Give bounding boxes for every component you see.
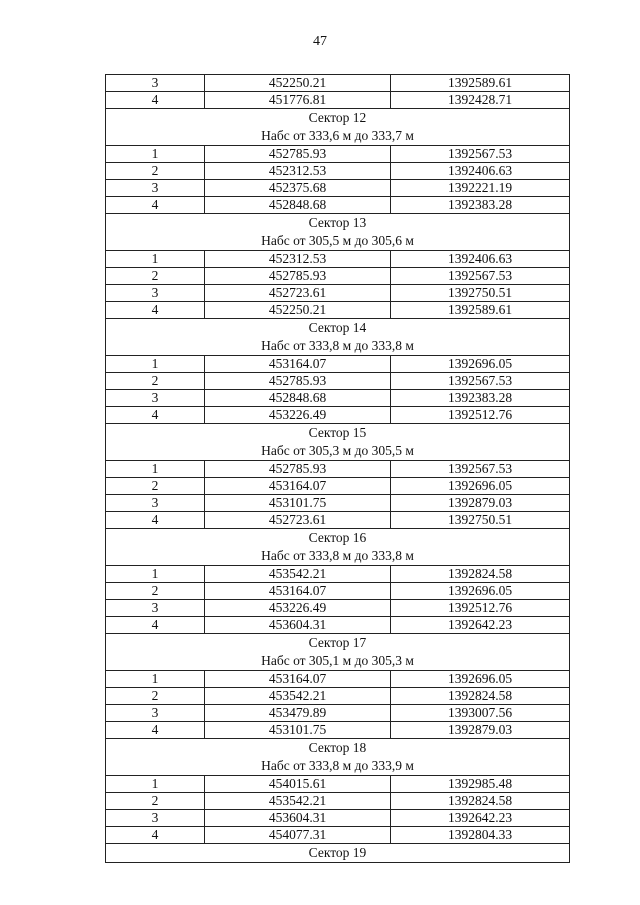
sector-elevation-range: Набс от 333,8 м до 333,8 м — [261, 548, 414, 563]
sector-header-row — [106, 109, 570, 146]
sector-header-row — [106, 739, 570, 776]
y-coordinate-cell: 1392642.23 — [391, 810, 570, 827]
y-coordinate-cell: 1392642.23 — [391, 617, 570, 634]
coordinates-table-body — [106, 75, 570, 863]
x-coordinate-cell: 453604.31 — [205, 810, 391, 827]
sector-header-row — [106, 214, 570, 251]
y-coordinate-cell: 1392750.51 — [391, 512, 570, 529]
x-coordinate-cell: 452723.61 — [205, 512, 391, 529]
point-number-cell: 3 — [106, 75, 205, 92]
y-coordinate-cell: 1392567.53 — [391, 146, 570, 163]
x-coordinate-cell: 452375.68 — [205, 180, 391, 197]
point-number-cell: 3 — [106, 600, 205, 617]
x-coordinate-cell: 452312.53 — [205, 251, 391, 268]
table-row — [106, 722, 570, 739]
sector-elevation-range: Набс от 305,1 м до 305,3 м — [261, 653, 414, 668]
sector-header-cell — [106, 319, 570, 356]
x-coordinate-cell: 453542.21 — [205, 566, 391, 583]
table-row — [106, 495, 570, 512]
point-number-cell: 4 — [106, 722, 205, 739]
x-coordinate-cell: 454015.61 — [205, 776, 391, 793]
y-coordinate-cell: 1392879.03 — [391, 495, 570, 512]
table-row — [106, 268, 570, 285]
x-coordinate-cell: 453101.75 — [205, 495, 391, 512]
sector-header-cell — [106, 424, 570, 461]
sector-header-row — [106, 424, 570, 461]
table-row — [106, 793, 570, 810]
y-coordinate-cell: 1392512.76 — [391, 407, 570, 424]
point-number-cell: 2 — [106, 373, 205, 390]
sector-title: Сектор 17 — [308, 635, 367, 650]
sector-title: Сектор 12 — [308, 110, 367, 125]
y-coordinate-cell: 1392696.05 — [391, 356, 570, 373]
sector-header-cell — [106, 739, 570, 776]
sector-elevation-range: Набс от 333,8 м до 333,8 м — [261, 338, 414, 353]
x-coordinate-cell: 453479.89 — [205, 705, 391, 722]
x-coordinate-cell: 452723.61 — [205, 285, 391, 302]
point-number-cell: 4 — [106, 512, 205, 529]
table-row — [106, 776, 570, 793]
table-row — [106, 688, 570, 705]
point-number-cell: 2 — [106, 163, 205, 180]
point-number-cell: 3 — [106, 285, 205, 302]
y-coordinate-cell: 1392824.58 — [391, 688, 570, 705]
y-coordinate-cell: 1392696.05 — [391, 478, 570, 495]
table-row — [106, 180, 570, 197]
sector-elevation-range: Набс от 305,5 м до 305,6 м — [261, 233, 414, 248]
sector-title: Сектор 18 — [308, 740, 367, 755]
table-row — [106, 461, 570, 478]
y-coordinate-cell: 1392696.05 — [391, 671, 570, 688]
sector-header-row — [106, 844, 570, 863]
y-coordinate-cell: 1392567.53 — [391, 268, 570, 285]
y-coordinate-cell: 1392589.61 — [391, 302, 570, 319]
point-number-cell: 1 — [106, 776, 205, 793]
y-coordinate-cell: 1392824.58 — [391, 793, 570, 810]
x-coordinate-cell: 452785.93 — [205, 146, 391, 163]
y-coordinate-cell: 1392567.53 — [391, 373, 570, 390]
sector-elevation-range: Набс от 305,3 м до 305,5 м — [261, 443, 414, 458]
x-coordinate-cell: 452250.21 — [205, 302, 391, 319]
table-row — [106, 302, 570, 319]
table-row — [106, 617, 570, 634]
y-coordinate-cell: 1392512.76 — [391, 600, 570, 617]
y-coordinate-cell: 1392428.71 — [391, 92, 570, 109]
table-row — [106, 583, 570, 600]
table-row — [106, 566, 570, 583]
table-row — [106, 390, 570, 407]
sector-header-cell — [106, 214, 570, 251]
y-coordinate-cell: 1392804.33 — [391, 827, 570, 844]
point-number-cell: 4 — [106, 92, 205, 109]
y-coordinate-cell: 1392824.58 — [391, 566, 570, 583]
point-number-cell: 1 — [106, 146, 205, 163]
y-coordinate-cell: 1392406.63 — [391, 251, 570, 268]
point-number-cell: 4 — [106, 197, 205, 214]
x-coordinate-cell: 453226.49 — [205, 407, 391, 424]
sector-header-cell — [106, 109, 570, 146]
point-number-cell: 1 — [106, 671, 205, 688]
y-coordinate-cell: 1392985.48 — [391, 776, 570, 793]
table-row — [106, 285, 570, 302]
table-row — [106, 92, 570, 109]
x-coordinate-cell: 452848.68 — [205, 390, 391, 407]
x-coordinate-cell: 453164.07 — [205, 671, 391, 688]
coordinates-table — [105, 74, 570, 863]
table-row — [106, 251, 570, 268]
x-coordinate-cell: 452785.93 — [205, 373, 391, 390]
sector-header-row — [106, 529, 570, 566]
y-coordinate-cell: 1392879.03 — [391, 722, 570, 739]
table-row — [106, 705, 570, 722]
sector-header-row — [106, 634, 570, 671]
sector-title: Сектор 13 — [308, 215, 367, 230]
table-row — [106, 146, 570, 163]
x-coordinate-cell: 453604.31 — [205, 617, 391, 634]
table-row — [106, 810, 570, 827]
y-coordinate-cell: 1392589.61 — [391, 75, 570, 92]
y-coordinate-cell: 1392750.51 — [391, 285, 570, 302]
sector-title: Сектор 16 — [308, 530, 367, 545]
sector-header-cell — [106, 634, 570, 671]
point-number-cell: 2 — [106, 583, 205, 600]
x-coordinate-cell: 452312.53 — [205, 163, 391, 180]
x-coordinate-cell: 451776.81 — [205, 92, 391, 109]
point-number-cell: 3 — [106, 705, 205, 722]
sector-elevation-range: Набс от 333,6 м до 333,7 м — [261, 128, 414, 143]
table-row — [106, 373, 570, 390]
sector-header-cell — [106, 844, 570, 863]
sector-header-row — [106, 319, 570, 356]
x-coordinate-cell: 452785.93 — [205, 268, 391, 285]
page-number: 47 — [313, 34, 327, 49]
point-number-cell: 1 — [106, 461, 205, 478]
x-coordinate-cell: 453542.21 — [205, 688, 391, 705]
y-coordinate-cell: 1393007.56 — [391, 705, 570, 722]
table-row — [106, 197, 570, 214]
point-number-cell: 3 — [106, 180, 205, 197]
y-coordinate-cell: 1392696.05 — [391, 583, 570, 600]
sector-header-cell — [106, 529, 570, 566]
x-coordinate-cell: 453226.49 — [205, 600, 391, 617]
x-coordinate-cell: 453164.07 — [205, 478, 391, 495]
x-coordinate-cell: 453164.07 — [205, 356, 391, 373]
sector-title: Сектор 15 — [308, 425, 367, 440]
point-number-cell: 3 — [106, 810, 205, 827]
point-number-cell: 2 — [106, 688, 205, 705]
point-number-cell: 2 — [106, 268, 205, 285]
table-row — [106, 356, 570, 373]
table-row — [106, 75, 570, 92]
point-number-cell: 4 — [106, 407, 205, 424]
table-row — [106, 671, 570, 688]
table-row — [106, 163, 570, 180]
y-coordinate-cell: 1392406.63 — [391, 163, 570, 180]
table-row — [106, 407, 570, 424]
sector-title: Сектор 19 — [308, 845, 367, 860]
point-number-cell: 4 — [106, 302, 205, 319]
x-coordinate-cell: 452848.68 — [205, 197, 391, 214]
point-number-cell: 1 — [106, 566, 205, 583]
x-coordinate-cell: 453164.07 — [205, 583, 391, 600]
point-number-cell: 4 — [106, 617, 205, 634]
point-number-cell: 3 — [106, 495, 205, 512]
x-coordinate-cell: 454077.31 — [205, 827, 391, 844]
x-coordinate-cell: 453542.21 — [205, 793, 391, 810]
table-row — [106, 827, 570, 844]
point-number-cell: 4 — [106, 827, 205, 844]
point-number-cell: 2 — [106, 793, 205, 810]
y-coordinate-cell: 1392567.53 — [391, 461, 570, 478]
point-number-cell: 1 — [106, 251, 205, 268]
y-coordinate-cell: 1392383.28 — [391, 197, 570, 214]
point-number-cell: 2 — [106, 478, 205, 495]
y-coordinate-cell: 1392221.19 — [391, 180, 570, 197]
point-number-cell: 1 — [106, 356, 205, 373]
sector-title: Сектор 14 — [308, 320, 367, 335]
x-coordinate-cell: 452785.93 — [205, 461, 391, 478]
point-number-cell: 3 — [106, 390, 205, 407]
table-row — [106, 478, 570, 495]
table-row — [106, 512, 570, 529]
table-row — [106, 600, 570, 617]
x-coordinate-cell: 453101.75 — [205, 722, 391, 739]
x-coordinate-cell: 452250.21 — [205, 75, 391, 92]
y-coordinate-cell: 1392383.28 — [391, 390, 570, 407]
sector-elevation-range: Набс от 333,8 м до 333,9 м — [261, 758, 414, 773]
